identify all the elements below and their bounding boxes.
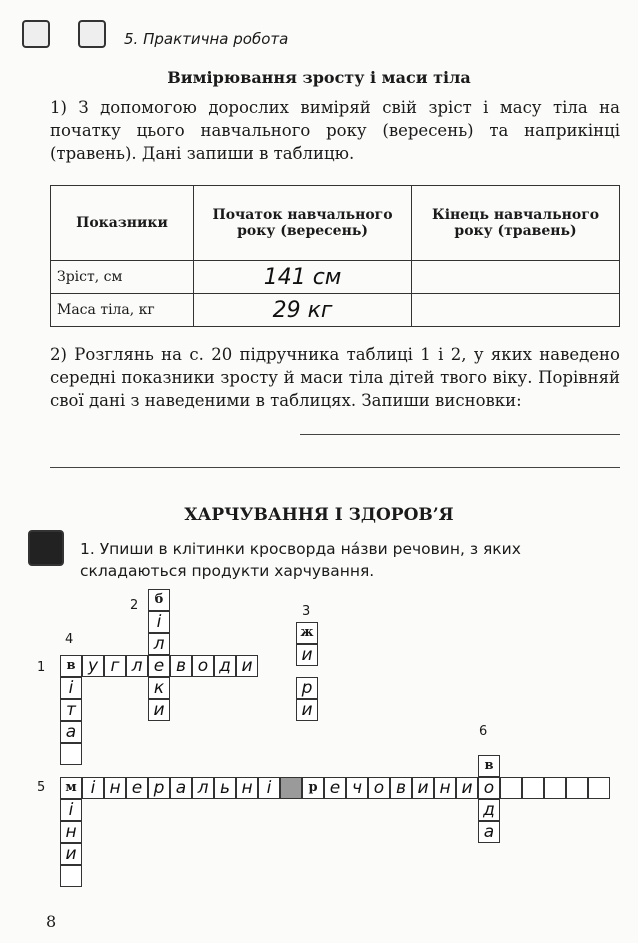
crossword-cell[interactable]: н [236, 777, 258, 799]
clue-number: 1 [37, 660, 46, 675]
crossword-cell[interactable]: о [368, 777, 390, 799]
crossword-cell[interactable]: м [60, 777, 82, 799]
crossword-cell[interactable]: и [296, 699, 318, 721]
answer-line[interactable] [300, 434, 620, 435]
crossword-cell[interactable]: р [302, 777, 324, 799]
notebook-icon [78, 20, 106, 48]
clue-number: 2 [130, 598, 139, 613]
crossword-cell[interactable]: о [192, 655, 214, 677]
crossword-cell[interactable]: і [60, 677, 82, 699]
crossword-cell[interactable]: і [258, 777, 280, 799]
crossword-cell[interactable]: н [60, 821, 82, 843]
table-header: Кінець навчального року (травень) [412, 186, 620, 261]
table-header: Початок навчального року (вересень) [194, 186, 412, 261]
crossword-cell[interactable]: р [296, 677, 318, 699]
crossword-cell[interactable]: и [148, 699, 170, 721]
crossword-cell[interactable] [60, 743, 82, 765]
weight-start-value[interactable]: 29 кг [194, 294, 412, 327]
crossword-cell[interactable] [522, 777, 544, 799]
clue-number: 5 [37, 780, 46, 795]
crossword-cell[interactable]: в [390, 777, 412, 799]
measurement-table [50, 185, 620, 327]
crossword-cell[interactable]: в [60, 655, 82, 677]
section-title: ХАРЧУВАННЯ І ЗДОРОВ’Я [184, 505, 454, 525]
crossword-cell[interactable]: а [170, 777, 192, 799]
crossword-cell[interactable]: в [478, 755, 500, 777]
crossword-cell[interactable]: г [104, 655, 126, 677]
clue-number: 6 [479, 724, 488, 739]
crossword-cell[interactable]: о [478, 777, 500, 799]
crossword-cell[interactable]: н [104, 777, 126, 799]
task2-text: 2) Розглянь на с. 20 підручника таблиці 1 і 2, у яких наведено середні показники зросту й маси тіла дітей твого віку. Порівняй свої дані з наведеними в таблицях. Запиши висновки: [50, 345, 620, 410]
answer-line[interactable] [50, 467, 620, 468]
crossword-cell[interactable]: а [478, 821, 500, 843]
crossword-cell[interactable]: у [82, 655, 104, 677]
clue-number: 4 [65, 632, 74, 647]
crossword-cell[interactable]: н [434, 777, 456, 799]
row-label: Маса тіла, кг [51, 294, 194, 327]
crossword-cell[interactable]: ь [214, 777, 236, 799]
crossword-cell[interactable]: ч [346, 777, 368, 799]
crossword-cell[interactable]: ж [296, 622, 318, 644]
page-number: 8 [46, 912, 57, 931]
crossword-cell[interactable] [566, 777, 588, 799]
crossword-cell[interactable]: л [192, 777, 214, 799]
crossword-cell[interactable]: р [148, 777, 170, 799]
crossword-cell[interactable]: и [456, 777, 478, 799]
crossword-cell[interactable]: и [236, 655, 258, 677]
crossword-cell[interactable]: д [214, 655, 236, 677]
row-label: Зріст, см [51, 261, 194, 294]
people-icon [22, 20, 50, 48]
table-header: Показники [51, 186, 194, 261]
crossword-cell[interactable]: б [148, 589, 170, 611]
crossword-cell[interactable]: т [60, 699, 82, 721]
crossword-cell[interactable] [60, 865, 82, 887]
crossword-cell[interactable]: а [60, 721, 82, 743]
crossword-cell[interactable]: и [60, 843, 82, 865]
crossword-cell[interactable]: е [148, 655, 170, 677]
clue-number: 3 [302, 604, 311, 619]
work-title: Вимірювання зросту і маси тіла [167, 68, 471, 87]
crossword-cell[interactable]: і [60, 799, 82, 821]
task1-text: 1) З допомогою дорослих виміряй свій зріст і масу тіла на початку цього навчального року (вересень) та наприкінці (травень). Дані запиши в таблицю. [50, 98, 620, 163]
section-label: 5. Практична робота [124, 30, 289, 48]
height-end-value[interactable] [412, 261, 620, 294]
crossword-cell[interactable]: в [170, 655, 192, 677]
crossword-cell[interactable] [544, 777, 566, 799]
crossword-cell[interactable]: д [478, 799, 500, 821]
crossword-cell[interactable]: и [412, 777, 434, 799]
crossword-cell[interactable]: і [148, 611, 170, 633]
task-marker-icon [28, 530, 64, 566]
crossword-cell[interactable]: і [82, 777, 104, 799]
crossword-cell[interactable]: л [148, 633, 170, 655]
crossword-gap-cell [280, 777, 302, 799]
crossword-cell[interactable]: е [126, 777, 148, 799]
crossword-cell[interactable]: и [296, 644, 318, 666]
crossword-cell[interactable] [588, 777, 610, 799]
crossword-cell[interactable]: л [126, 655, 148, 677]
height-start-value[interactable]: 141 см [194, 261, 412, 294]
crossword-task: 1. Упиши в клітинки кросворда на́зви речовин, з яких складаються продукти харчування. [80, 540, 521, 580]
crossword-cell[interactable]: е [324, 777, 346, 799]
crossword-cell[interactable]: к [148, 677, 170, 699]
crossword-cell[interactable] [500, 777, 522, 799]
weight-end-value[interactable] [412, 294, 620, 327]
